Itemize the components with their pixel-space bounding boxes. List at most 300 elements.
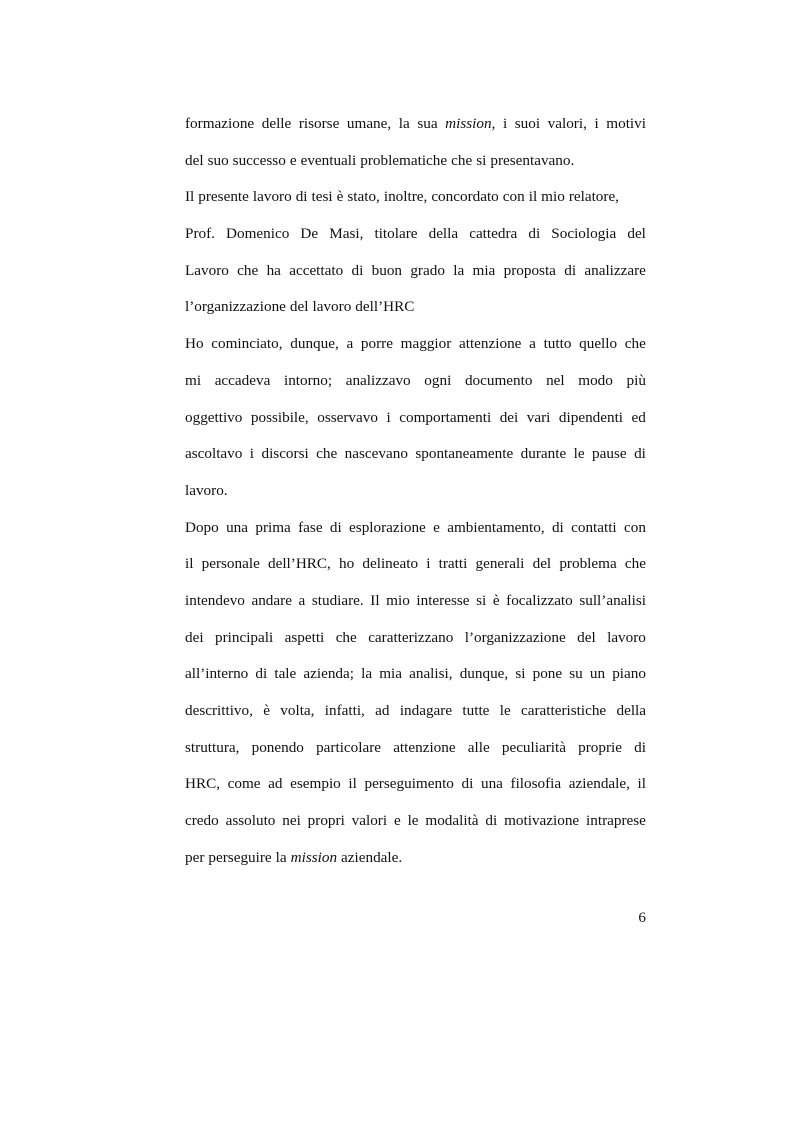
word — [559, 549, 616, 586]
body-text — [185, 109, 646, 879]
word-text: proprie — [578, 738, 622, 756]
word — [252, 733, 304, 770]
word-text: alle — [467, 738, 490, 756]
word-text: andare — [251, 591, 292, 609]
text-line — [185, 146, 646, 183]
word-text: la — [398, 115, 410, 132]
word — [185, 769, 220, 806]
word — [394, 806, 401, 843]
text-line — [185, 769, 646, 806]
word-text: pause — [592, 445, 627, 463]
word-text: dipendenti — [558, 408, 624, 426]
word-text: che — [451, 151, 473, 169]
word — [185, 109, 254, 146]
word-text: ad — [375, 702, 390, 719]
word — [355, 298, 414, 315]
word-text: di — [255, 665, 268, 683]
word-text: valori, — [547, 115, 587, 132]
word — [481, 769, 503, 806]
word — [226, 513, 248, 550]
word — [632, 403, 646, 440]
word — [533, 549, 552, 586]
word — [399, 109, 410, 146]
word — [528, 219, 540, 256]
word-text: perseguimento — [364, 775, 454, 793]
word — [627, 366, 646, 403]
word-text: mi — [185, 371, 202, 389]
word-text: successo — [232, 151, 286, 169]
text-line — [185, 659, 646, 696]
word-text: lavoro — [607, 628, 646, 646]
word — [312, 188, 333, 205]
word-text: aspetti — [284, 628, 325, 646]
word-text: inoltre, — [383, 188, 428, 206]
word-text: ambientamento, — [447, 518, 545, 536]
word-text: ascoltavo — [185, 445, 243, 463]
word-text: problema — [559, 555, 617, 573]
word — [185, 696, 253, 733]
word-text: documento — [464, 371, 533, 389]
word — [415, 439, 513, 476]
word — [352, 256, 364, 293]
word-text: eventuali — [300, 151, 357, 169]
word — [544, 329, 572, 366]
word-text: Sociologia — [551, 225, 617, 243]
word-text: suo — [207, 151, 229, 169]
word-text: esempio — [290, 775, 341, 793]
word-text: volta, — [280, 702, 315, 719]
word — [296, 188, 308, 205]
word — [253, 188, 292, 205]
word-text: del — [577, 628, 596, 646]
word-text: filosofia — [510, 775, 562, 793]
word — [289, 256, 343, 293]
word-text: di — [329, 518, 342, 536]
word-text: infatti, — [324, 702, 365, 719]
word — [360, 152, 447, 169]
word — [476, 152, 486, 169]
text-line — [185, 476, 646, 513]
word-text: della — [616, 702, 646, 719]
word — [574, 439, 585, 476]
word-text: ed — [631, 408, 646, 426]
word — [386, 586, 410, 623]
word — [409, 659, 452, 696]
word — [476, 586, 486, 623]
word-text: problematiche — [360, 151, 448, 169]
word-text: di — [564, 261, 577, 279]
word-text: analizzare — [584, 261, 646, 279]
word-text: aziendale. — [341, 848, 403, 866]
word-text: indagare — [399, 702, 453, 719]
word — [559, 403, 623, 440]
word — [393, 733, 455, 770]
word — [453, 256, 464, 293]
word-text: principali — [214, 628, 274, 646]
word-text: dei — [499, 408, 519, 426]
word-text: la — [453, 261, 465, 279]
word — [384, 188, 427, 205]
word-text: esplorazione — [349, 518, 426, 536]
word — [529, 188, 537, 205]
text-line — [185, 256, 646, 293]
word-text: a — [529, 335, 536, 353]
word — [317, 403, 378, 440]
word — [255, 659, 267, 696]
word — [400, 696, 452, 733]
word-text: motivi — [606, 115, 646, 132]
word-text: cominciato, — [211, 335, 283, 353]
word — [251, 403, 309, 440]
word — [541, 188, 565, 205]
word-text: tesi — [311, 188, 333, 206]
word — [251, 586, 291, 623]
word-text: delineato — [362, 555, 419, 573]
word-text: che — [624, 555, 646, 573]
word — [426, 549, 430, 586]
word-text: e — [289, 151, 297, 169]
word — [303, 659, 354, 696]
word — [408, 806, 419, 843]
word-text: modalità — [425, 812, 479, 830]
word-text: fase — [298, 518, 323, 536]
word-text: tutto — [543, 335, 572, 353]
text-line — [185, 403, 646, 440]
word-text: studiare. — [311, 591, 364, 609]
word — [546, 366, 565, 403]
word-text: dell’HRC, — [268, 555, 331, 573]
word — [500, 403, 519, 440]
word — [290, 329, 339, 366]
word — [312, 586, 364, 623]
word-text: e — [393, 812, 401, 830]
word — [586, 806, 646, 843]
word — [521, 439, 567, 476]
word-text: un — [589, 665, 606, 683]
word-text: attenzione — [393, 738, 456, 756]
word-text: azienda; — [303, 665, 354, 683]
word-text: stato, — [347, 188, 380, 206]
word-text: discorsi — [261, 445, 309, 463]
word-text: mia — [472, 261, 496, 279]
word — [255, 513, 290, 550]
word — [349, 513, 426, 550]
word — [634, 733, 646, 770]
word-text: focalizzato — [506, 591, 573, 609]
word-text: attenzione — [459, 335, 522, 353]
word — [433, 513, 440, 550]
word — [208, 849, 271, 866]
word-text: mio — [386, 591, 410, 609]
word — [401, 329, 452, 366]
word — [500, 696, 511, 733]
word-text: cattedra — [469, 225, 518, 243]
word-text: con — [502, 188, 525, 206]
word-text: è — [336, 188, 344, 206]
word — [579, 329, 617, 366]
text-line — [185, 109, 646, 146]
word-text: presente — [198, 188, 249, 206]
word — [451, 152, 472, 169]
word — [185, 152, 204, 169]
word — [208, 152, 229, 169]
word-text: Masi, — [329, 225, 364, 243]
word — [594, 109, 598, 146]
word-text: relatore, — [568, 188, 619, 206]
word-text: oggettivo — [185, 408, 243, 426]
text-line — [185, 366, 646, 403]
word — [579, 586, 646, 623]
word — [462, 769, 474, 806]
word-text: l’organizzazione — [185, 298, 286, 316]
word-text: il — [185, 555, 194, 573]
word-text: mio — [541, 188, 565, 206]
word — [592, 439, 627, 476]
word-text: del — [627, 225, 646, 243]
word — [625, 549, 646, 586]
word-text: struttura, — [185, 738, 240, 756]
word-text: il — [348, 775, 357, 793]
word-text: dunque, — [459, 665, 509, 683]
text-line — [185, 843, 646, 880]
word-text: per — [185, 848, 205, 866]
word-text: si — [476, 591, 487, 609]
word — [345, 439, 408, 476]
word — [485, 806, 497, 843]
word-text: su — [569, 665, 583, 683]
word-text: una — [480, 775, 503, 793]
word — [374, 219, 417, 256]
word-text: ha — [266, 261, 281, 279]
word-text: le — [573, 445, 585, 463]
word — [465, 623, 566, 660]
word — [282, 806, 301, 843]
word-text: che — [624, 335, 646, 353]
word-text: i — [594, 115, 599, 132]
word — [280, 696, 314, 733]
word — [379, 659, 402, 696]
word — [476, 549, 525, 586]
word — [564, 256, 576, 293]
word — [211, 329, 282, 366]
word-text: valori — [351, 812, 388, 830]
word — [274, 659, 296, 696]
word-text: concordato — [431, 188, 499, 206]
word — [468, 733, 490, 770]
word — [362, 549, 418, 586]
word — [569, 659, 583, 696]
word — [185, 219, 215, 256]
word — [445, 109, 495, 146]
word-text: Il — [185, 188, 195, 206]
word-text: tale — [274, 665, 297, 683]
word — [291, 849, 337, 866]
word — [185, 298, 286, 315]
word — [267, 256, 281, 293]
word-text: particolare — [316, 738, 382, 756]
word-text: quello — [579, 335, 618, 353]
word-text: titolare — [374, 225, 418, 243]
word — [493, 586, 500, 623]
word — [298, 513, 322, 550]
word — [300, 219, 318, 256]
word — [364, 769, 453, 806]
text-line — [185, 733, 646, 770]
word-text: si — [515, 665, 526, 683]
text-line — [185, 329, 646, 366]
word — [473, 256, 496, 293]
word — [346, 366, 411, 403]
word-text: propri — [307, 812, 345, 830]
word — [276, 849, 287, 866]
word-text: analizzavo — [345, 371, 411, 389]
word-text: i — [502, 115, 508, 132]
word-text: contatti — [571, 518, 617, 536]
word — [515, 659, 525, 696]
word — [348, 769, 356, 806]
word-text: lavoro. — [185, 481, 228, 499]
word-text: interesse — [416, 591, 470, 609]
word-text: modo — [578, 371, 613, 389]
word-text: nei — [282, 812, 301, 830]
word-text: una — [226, 518, 249, 536]
word — [504, 256, 556, 293]
word — [503, 188, 525, 205]
word — [533, 659, 563, 696]
word — [429, 219, 459, 256]
italic-word: mission — [445, 115, 492, 132]
word-text: si — [476, 151, 487, 169]
word — [185, 849, 204, 866]
word-text: e — [433, 518, 440, 536]
word — [299, 586, 306, 623]
word — [308, 806, 345, 843]
word-text: , — [491, 115, 496, 132]
word — [185, 439, 242, 476]
word — [185, 366, 201, 403]
word — [529, 329, 536, 366]
text-line — [185, 806, 646, 843]
word-text: di — [461, 775, 474, 793]
word-text: suoi — [514, 115, 541, 132]
word — [612, 659, 646, 696]
word — [185, 806, 219, 843]
word-text: aziendale, — [568, 775, 630, 793]
word — [417, 109, 437, 146]
word — [316, 439, 337, 476]
word — [347, 188, 379, 205]
word — [552, 513, 564, 550]
italic-word: mission — [290, 848, 338, 866]
word-text: i — [249, 445, 255, 463]
word-text: caratteristiche — [521, 702, 607, 719]
word-text: della — [428, 225, 459, 243]
word — [316, 733, 381, 770]
word — [375, 696, 389, 733]
word — [352, 806, 387, 843]
word — [185, 733, 239, 770]
word-text: credo — [185, 812, 219, 830]
word-text: la — [361, 665, 373, 683]
word — [504, 806, 579, 843]
word-text: che — [237, 261, 259, 279]
text-line — [185, 623, 646, 660]
word-text: di — [634, 738, 646, 756]
text-line — [185, 586, 646, 623]
word-text: buon — [371, 261, 403, 279]
word-text: tratti — [438, 555, 468, 573]
word-text: all’interno — [185, 665, 249, 683]
word-text: peculiarità — [501, 738, 566, 756]
word-text: i — [426, 555, 431, 573]
word — [527, 403, 551, 440]
word — [439, 549, 468, 586]
word-text: di — [351, 261, 364, 279]
word — [548, 109, 587, 146]
word — [627, 219, 646, 256]
word-text: caratterizzano — [368, 628, 454, 646]
text-line — [185, 549, 646, 586]
word — [290, 298, 309, 315]
word — [336, 623, 357, 660]
word-text: risorse — [298, 115, 340, 132]
word-text: tutte — [462, 702, 490, 719]
word-text: mia — [379, 665, 402, 683]
word-text: possibile, — [250, 408, 309, 426]
word — [215, 623, 273, 660]
word — [578, 733, 622, 770]
word-text: con — [624, 518, 646, 536]
word-text: il — [528, 188, 538, 206]
word-text: intraprese — [586, 812, 646, 830]
word-text: più — [626, 371, 646, 389]
word-text: prima — [255, 518, 291, 536]
word — [185, 188, 194, 205]
word — [368, 623, 453, 660]
word-text: analisi, — [409, 665, 453, 683]
word — [515, 109, 540, 146]
word-text: le — [407, 812, 419, 830]
word-text: ho — [339, 555, 355, 573]
word — [465, 366, 532, 403]
word-text: accadeva — [214, 371, 271, 389]
word-text: formazione — [185, 115, 255, 132]
word — [584, 256, 646, 293]
word-text: come — [227, 775, 261, 793]
word — [226, 219, 289, 256]
word — [490, 152, 574, 169]
word — [228, 769, 261, 806]
word — [299, 109, 340, 146]
word — [399, 403, 491, 440]
word — [447, 513, 544, 550]
word — [634, 439, 646, 476]
word — [329, 219, 363, 256]
word — [185, 623, 204, 660]
word — [551, 219, 616, 256]
word — [416, 586, 469, 623]
word-text: lavoro — [252, 188, 292, 206]
word — [624, 513, 646, 550]
word — [339, 549, 354, 586]
word — [290, 152, 297, 169]
text-line — [185, 182, 646, 219]
word — [606, 109, 646, 146]
page-number: 6 — [638, 909, 646, 926]
word — [638, 769, 646, 806]
word-text: le — [499, 702, 511, 719]
word — [361, 659, 372, 696]
